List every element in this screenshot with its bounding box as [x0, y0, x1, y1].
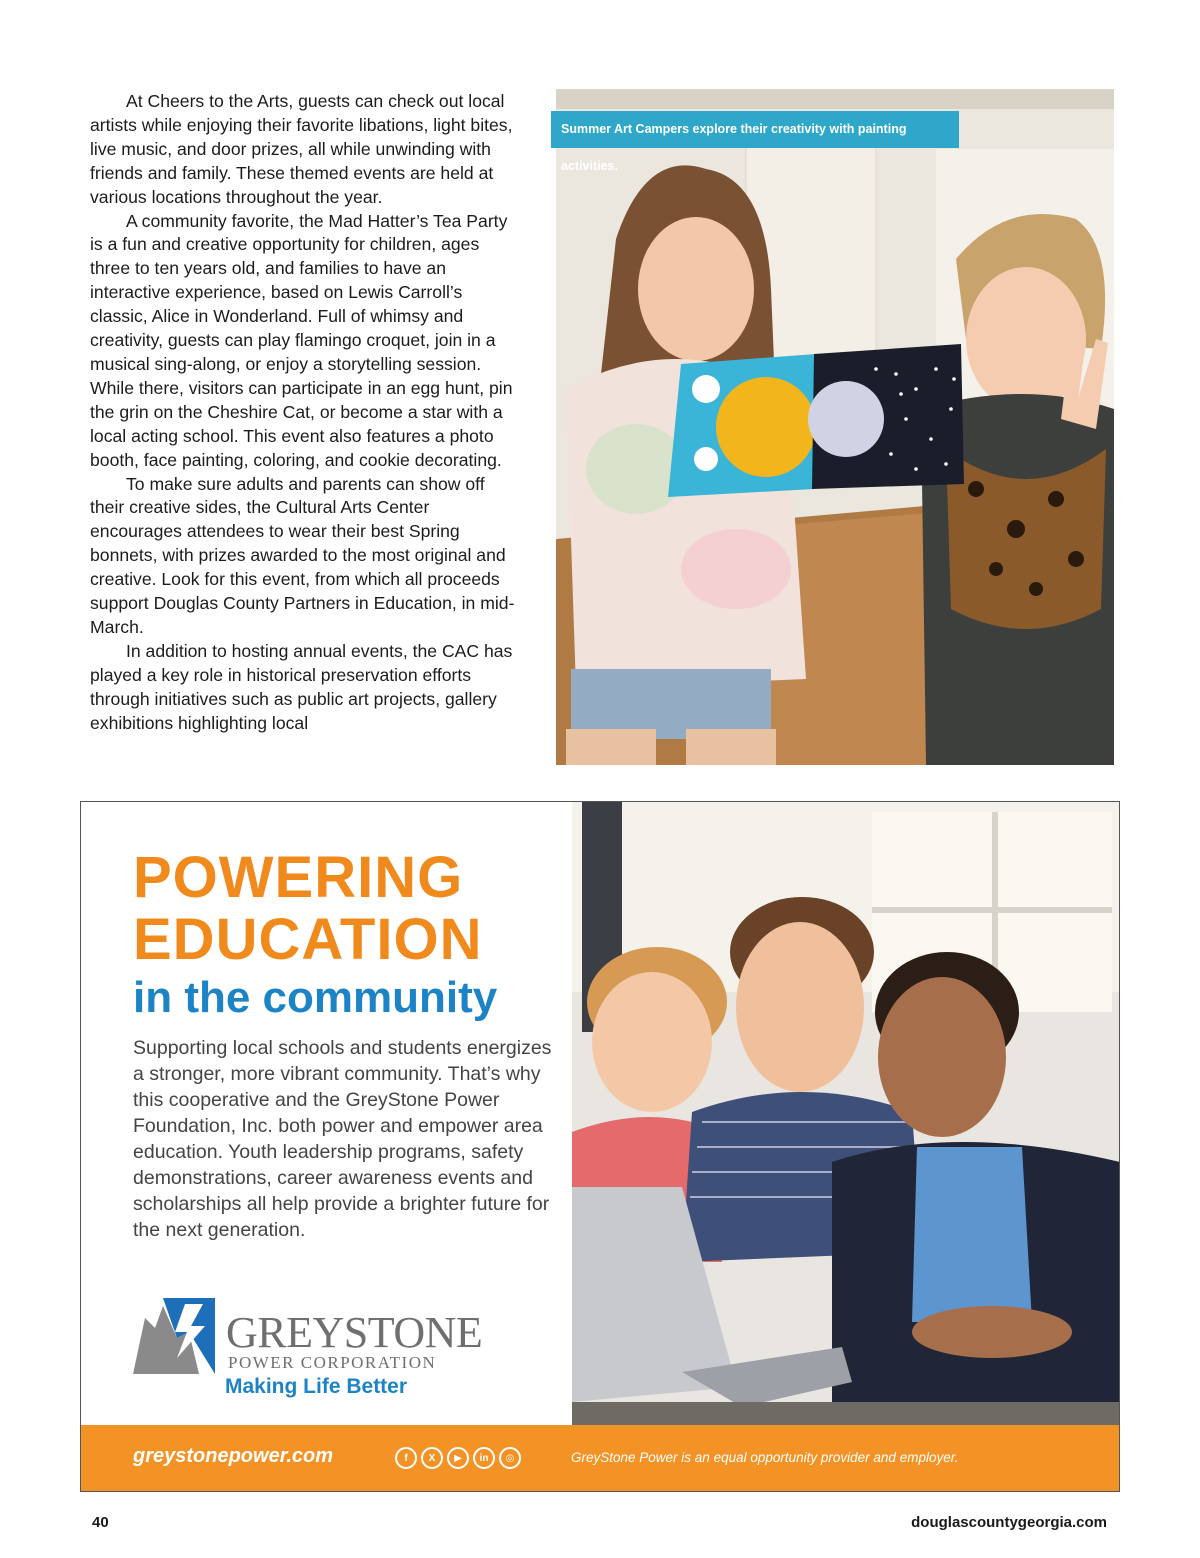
- ad-disclaimer: GreyStone Power is an equal opportunity provider and employer.: [571, 1450, 959, 1465]
- article-paragraph: In addition to hosting annual events, the CAC has played a key role in historical preservation efforts through initiatives such as public art projects, gallery exhibitions highlighting local: [90, 640, 513, 733]
- article-paragraph: At Cheers to the Arts, guests can check out local artists while enjoying their favorite libations, light bites, live music, and door prizes, all while unwinding with friends and family. These themed events are held at various locations throughout the year.: [90, 91, 513, 207]
- ad-headline-powering: POWERING: [133, 845, 464, 910]
- ad-subheadline: in the community: [133, 973, 498, 1022]
- ad-footer-bar: [81, 1425, 1120, 1492]
- page-number: 40: [92, 1514, 109, 1531]
- linkedin-icon[interactable]: in: [473, 1447, 495, 1469]
- art-campers-photo: [556, 89, 1114, 765]
- greystone-advertisement[interactable]: [80, 801, 1120, 1492]
- article-paragraph: A community favorite, the Mad Hatter’s Tea Party is a fun and creative opportunity for children, ages three to ten years old, and families to have an interactive experience, based on Lewis Carroll’s classic, Alice in Wonderland. Full of whimsy and creativity, guests can play flamingo croquet, join in a musical sing-along, or enjoy a storytelling session. While there, visitors can participate in an egg hunt, pin the grin on the Cheshire Cat, or become a star with a local acting school. This event also features a photo booth, face painting, coloring, and cookie decorating.: [90, 210, 513, 470]
- ad-headline-education: EDUCATION: [133, 907, 483, 972]
- logo-tagline: Making Life Better: [225, 1375, 408, 1398]
- classroom-laptop-photo: [572, 802, 1120, 1425]
- facebook-icon[interactable]: f: [395, 1447, 417, 1469]
- greystone-logo-icon: [133, 1298, 215, 1374]
- photo-caption: Summer Art Campers explore their creativity with painting activities.: [551, 111, 959, 148]
- instagram-icon[interactable]: ◎: [499, 1447, 521, 1469]
- footer-website[interactable]: douglascountygeorgia.com: [911, 1514, 1107, 1531]
- x-icon[interactable]: X: [421, 1447, 443, 1469]
- article-text: [90, 90, 522, 735]
- ad-website-link[interactable]: greystonepower.com: [133, 1445, 334, 1467]
- greystone-logo: [133, 1298, 523, 1408]
- logo-company-name: GREYSTONE: [226, 1308, 483, 1357]
- ad-body-text: Supporting local schools and students energizes a stronger, more vibrant community. That’s why this cooperative and the GreyStone Power Foundation, Inc. both power and empower area education. Youth leadership programs, safety demonstrations, career awareness events and scholarships all help provide a brighter future for the next generation.: [133, 1037, 552, 1241]
- social-icons: [395, 1447, 521, 1469]
- article-paragraph: To make sure adults and parents can show off their creative sides, the Cultural Arts Center encourages attendees to wear their best Spring bonnets, with prizes awarded to the most original and creative. Look for this event, from which all proceeds support Douglas County Partners in Education, in mid-March.: [90, 473, 515, 637]
- youtube-icon[interactable]: ▶: [447, 1447, 469, 1469]
- logo-corporation-text: POWER CORPORATION: [228, 1353, 437, 1372]
